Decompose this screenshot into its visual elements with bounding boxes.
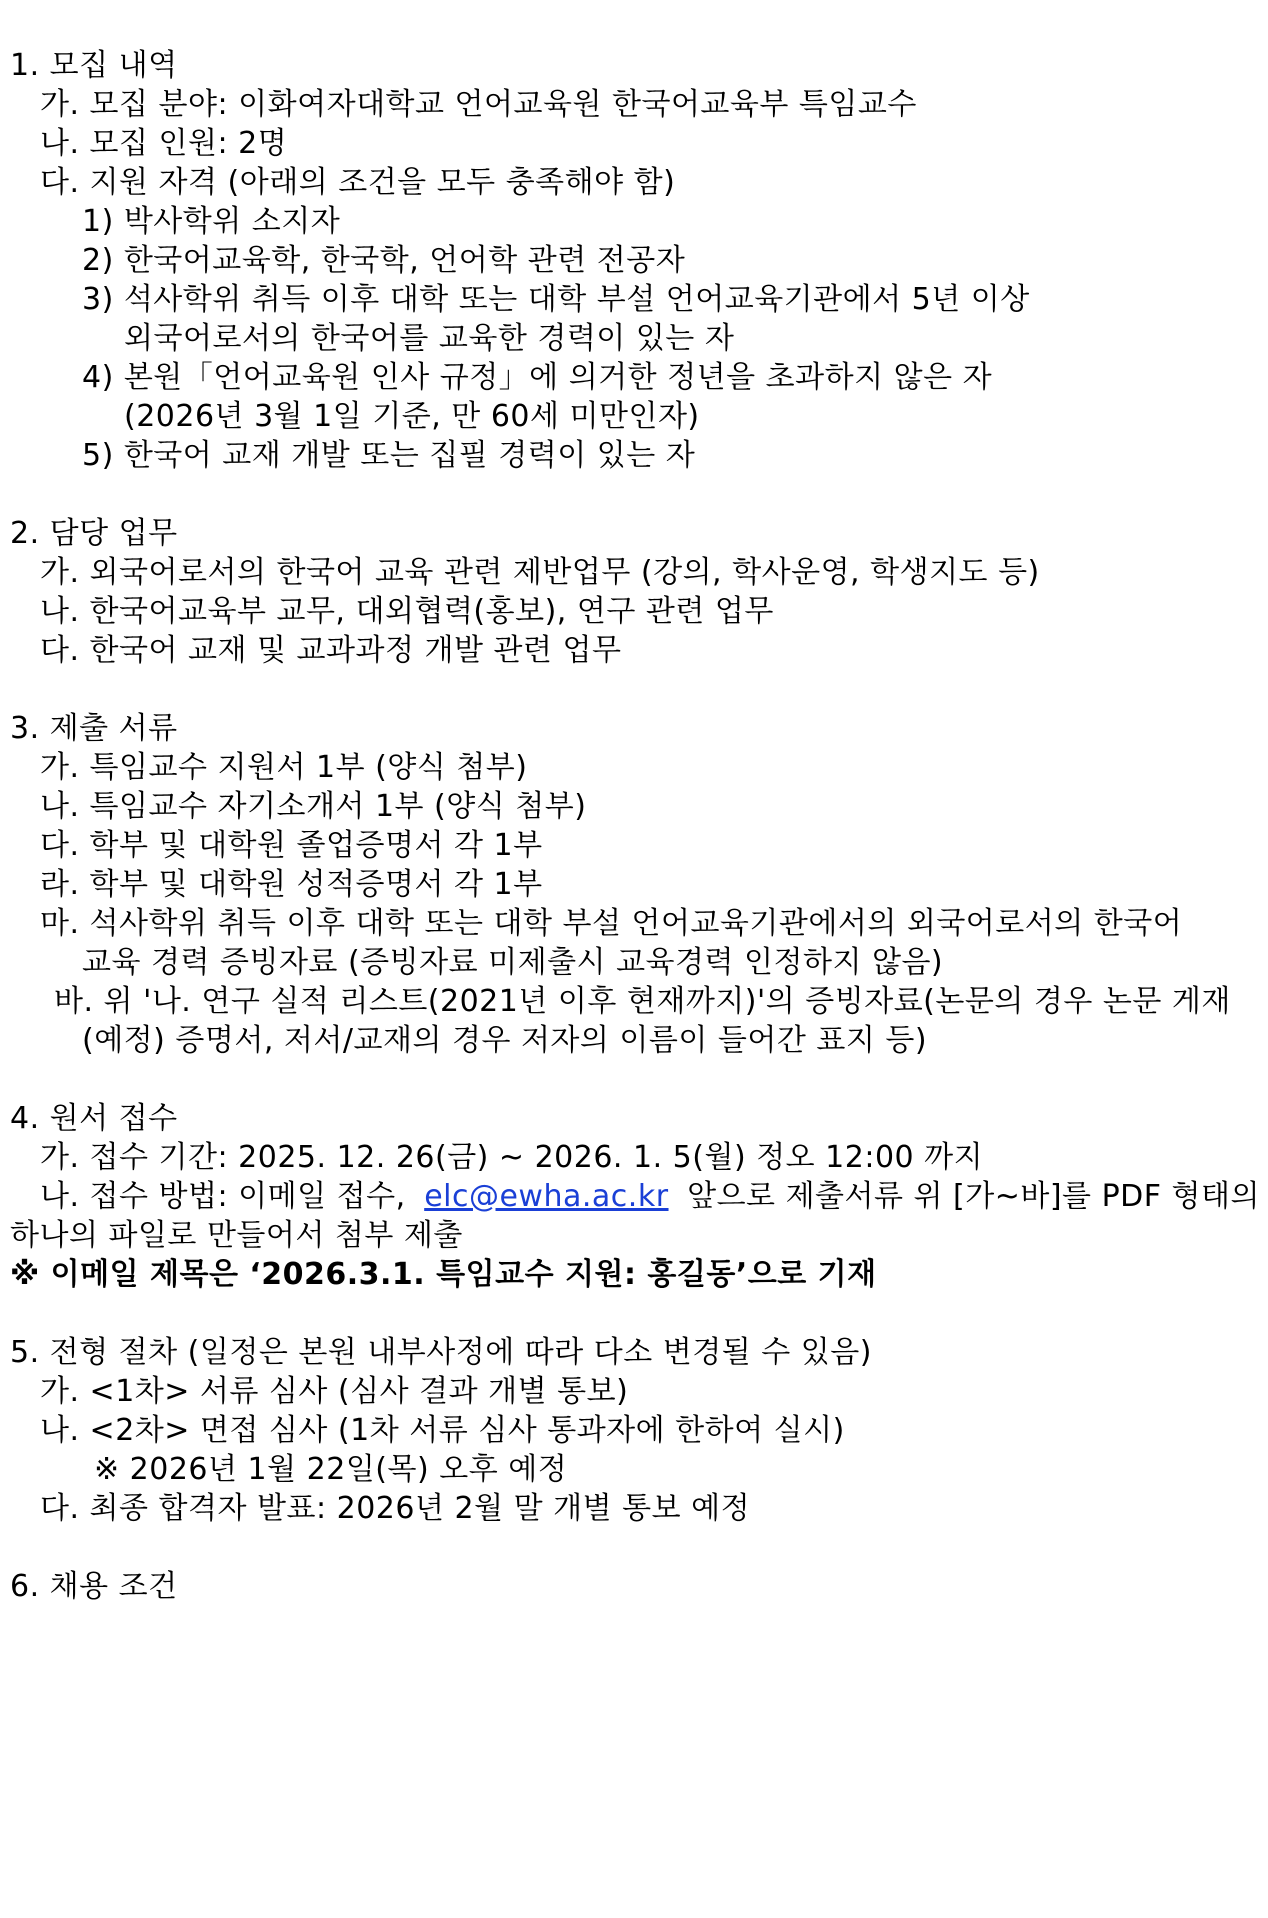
section-1-heading: 1. 모집 내역 bbox=[10, 48, 178, 83]
section-6-heading: 6. 채용 조건 bbox=[10, 1569, 178, 1604]
section-1-item-ga: 가. 모집 분야: 이화여자대학교 언어교육원 한국어교육부 특임교수 bbox=[40, 87, 917, 122]
section-2-item-da: 다. 한국어 교재 및 교과과정 개발 관련 업무 bbox=[40, 633, 622, 668]
section-3-item-ba-cont: (예정) 증명서, 저서/교재의 경우 저자의 이름이 들어간 표지 등) bbox=[82, 1023, 928, 1058]
section-1-item-da: 다. 지원 자격 (아래의 조건을 모두 충족해야 함) bbox=[40, 165, 676, 200]
application-method-prefix: 나. 접수 방법: 이메일 접수, bbox=[40, 1179, 406, 1214]
qualification-1: 1) 박사학위 소지자 bbox=[82, 204, 341, 239]
qualification-3-cont: 외국어로서의 한국어를 교육한 경력이 있는 자 bbox=[124, 321, 735, 356]
section-3-heading: 3. 제출 서류 bbox=[10, 711, 178, 746]
section-2-item-na: 나. 한국어교육부 교무, 대외협력(홍보), 연구 관련 업무 bbox=[40, 594, 774, 629]
section-5-heading: 5. 전형 절차 (일정은 본원 내부사정에 따라 다소 변경될 수 있음) bbox=[10, 1335, 872, 1370]
qualification-4: 4) 본원「언어교육원 인사 규정」에 의거한 정년을 초과하지 않은 자 bbox=[82, 360, 993, 395]
section-3-item-ma: 마. 석사학위 취득 이후 대학 또는 대학 부설 언어교육기관에서의 외국어로서의 한국어 bbox=[40, 906, 1183, 941]
application-period: 가. 접수 기간: 2025. 12. 26(금) ~ 2026. 1. 5(월) 정오 12:00 까지 bbox=[40, 1140, 984, 1175]
email-subject-note: ※ 이메일 제목은 ‘2026.3.1. 특임교수 지원: 홍길동’으로 기재 bbox=[10, 1257, 877, 1292]
section-3-item-na: 나. 특임교수 자기소개서 1부 (양식 첨부) bbox=[40, 789, 587, 824]
section-2-item-ga: 가. 외국어로서의 한국어 교육 관련 제반업무 (강의, 학사운영, 학생지도 등) bbox=[40, 555, 1040, 590]
qualification-2: 2) 한국어교육학, 한국학, 언어학 관련 전공자 bbox=[82, 243, 686, 278]
section-3-item-ga: 가. 특임교수 지원서 1부 (양식 첨부) bbox=[40, 750, 528, 785]
qualification-3: 3) 석사학위 취득 이후 대학 또는 대학 부설 언어교육기관에서 5년 이상 bbox=[82, 282, 1030, 317]
interview-date-note: ※ 2026년 1월 22일(목) 오후 예정 bbox=[94, 1452, 568, 1487]
qualification-5: 5) 한국어 교재 개발 또는 집필 경력이 있는 자 bbox=[82, 438, 696, 473]
application-method-cont: 하나의 파일로 만들어서 첨부 제출 bbox=[10, 1218, 463, 1253]
email-link[interactable]: elc@ewha.ac.kr bbox=[424, 1179, 669, 1214]
section-3-item-da: 다. 학부 및 대학원 졸업증명서 각 1부 bbox=[40, 828, 543, 863]
section-3-item-ba: 바. 위 '나. 연구 실적 리스트(2021년 이후 현재까지)'의 증빙자료(논문의 경우 논문 게재 bbox=[54, 984, 1231, 1019]
section-4-heading: 4. 원서 접수 bbox=[10, 1101, 178, 1136]
application-method bbox=[40, 1177, 1260, 1217]
section-3-item-ma-cont: 교육 경력 증빙자료 (증빙자료 미제출시 교육경력 인정하지 않음) bbox=[82, 945, 944, 980]
qualification-4-cont: (2026년 3월 1일 기준, 만 60세 미만인자) bbox=[124, 399, 700, 434]
section-5-item-na: 나. <2차> 면접 심사 (1차 서류 심사 통과자에 한하여 실시) bbox=[40, 1413, 845, 1448]
section-1-item-na: 나. 모집 인원: 2명 bbox=[40, 126, 288, 161]
application-method-suffix: 앞으로 제출서류 위 [가~바]를 PDF 형태의 bbox=[687, 1179, 1260, 1214]
section-5-item-da: 다. 최종 합격자 발표: 2026년 2월 말 개별 통보 예정 bbox=[40, 1491, 751, 1526]
section-2-heading: 2. 담당 업무 bbox=[10, 516, 178, 551]
section-5-item-ga: 가. <1차> 서류 심사 (심사 결과 개별 통보) bbox=[40, 1374, 629, 1409]
section-3-item-ra: 라. 학부 및 대학원 성적증명서 각 1부 bbox=[40, 867, 543, 902]
